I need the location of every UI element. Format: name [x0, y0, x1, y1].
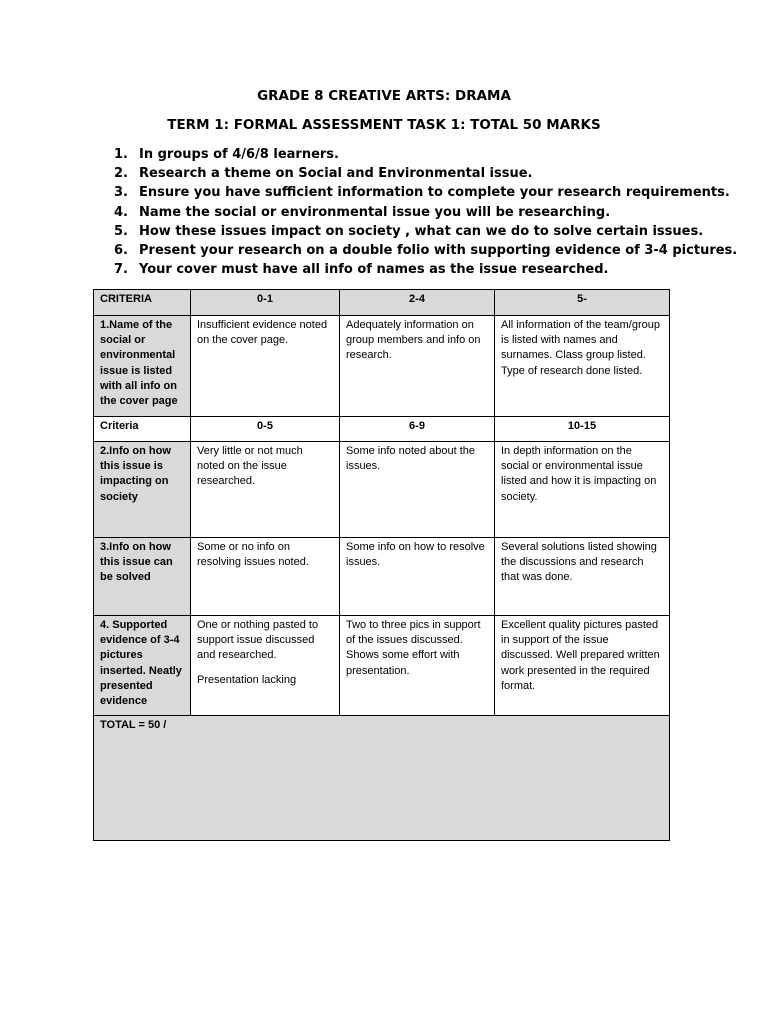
score-band-header: 0-5	[191, 417, 340, 442]
instruction-text: Ensure you have sufficient information to complete your research requirements.	[139, 185, 730, 201]
descriptor-cell	[191, 616, 340, 716]
instruction-number: 3.	[114, 185, 128, 201]
instruction-text: How these issues impact on society , what can we do to solve certain issues.	[139, 223, 704, 239]
descriptor-note: Presentation lacking	[197, 673, 297, 686]
instruction-text: Name the social or environmental issue you will be researching.	[139, 204, 611, 220]
descriptor-cell: In depth information on the social or environmental issue listed and how it is impacting on society.	[495, 442, 670, 538]
instruction-list	[114, 145, 737, 279]
instruction-item	[114, 241, 737, 260]
instruction-item	[114, 203, 737, 222]
descriptor-cell: Some or no info on resolving issues noted.	[191, 538, 340, 616]
score-band-header: 10-15	[495, 417, 670, 442]
instruction-text: In groups of 4/6/8 learners.	[139, 147, 339, 162]
instruction-text: Your cover must have all info of names as the issue researched.	[139, 262, 609, 278]
rubric-table	[93, 289, 670, 841]
instruction-number: 6.	[114, 242, 128, 258]
instruction-text: Research a theme on Social and Environmental issue.	[139, 166, 533, 182]
instruction-number: 2.	[114, 166, 128, 182]
instruction-number: 5.	[114, 223, 128, 239]
instruction-number: 7.	[114, 262, 128, 278]
criteria-cell: 2.Info on how this issue is impacting on society	[94, 442, 191, 538]
instruction-number: 4.	[114, 204, 128, 220]
descriptor-cell: Excellent quality pictures pasted in support of the issue discussed. Well prepared written work presented in the required format.	[495, 616, 670, 716]
descriptor-cell: Some info noted about the issues.	[340, 442, 495, 538]
descriptor-cell: All information of the team/group is listed with names and surnames. Class group listed. Type of research done listed.	[495, 316, 670, 417]
rubric-header-row	[94, 417, 670, 442]
descriptor-cell: Several solutions listed showing the discussions and research that was done.	[495, 538, 670, 616]
instruction-item	[114, 183, 737, 202]
table-row	[94, 442, 670, 538]
table-row	[94, 538, 670, 616]
score-band-header: 0-1	[191, 290, 340, 316]
criteria-cell: 3.Info on how this issue can be solved	[94, 538, 191, 616]
instruction-item	[114, 260, 737, 279]
instruction-text: Present your research on a double folio with supporting evidence of 3-4 pictures.	[139, 242, 738, 258]
score-band-header: 5-	[495, 290, 670, 316]
table-row	[94, 616, 670, 716]
rubric-header-row	[94, 290, 670, 316]
score-band-header: 2-4	[340, 290, 495, 316]
instruction-item	[114, 164, 737, 183]
descriptor-cell: Insufficient evidence noted on the cover page.	[191, 316, 340, 417]
criteria-header: Criteria	[94, 417, 191, 442]
descriptor-cell: Very little or not much noted on the issue researched.	[191, 442, 340, 538]
page-title: GRADE 8 CREATIVE ARTS: DRAMA	[257, 88, 511, 104]
total-cell: TOTAL = 50 /	[94, 716, 670, 841]
criteria-cell: 4. Supported evidence of 3-4 pictures inserted. Neatly presented evidence	[94, 616, 191, 716]
instruction-item	[114, 222, 737, 241]
criteria-header: CRITERIA	[94, 290, 191, 316]
descriptor-text: One or nothing pasted to support issue discussed and researched.	[197, 619, 319, 662]
table-row	[94, 316, 670, 417]
page-subtitle: TERM 1: FORMAL ASSESSMENT TASK 1: TOTAL 50 MARKS	[167, 117, 601, 133]
instruction-number: 1.	[114, 147, 128, 162]
criteria-cell: 1.Name of the social or environmental issue is listed with all info on the cover page	[94, 316, 191, 417]
total-row	[94, 716, 670, 841]
descriptor-cell: Two to three pics in support of the issues discussed. Shows some effort with presentation.	[340, 616, 495, 716]
score-band-header: 6-9	[340, 417, 495, 442]
descriptor-cell: Some info on how to resolve issues.	[340, 538, 495, 616]
descriptor-cell: Adequately information on group members and info on research.	[340, 316, 495, 417]
instruction-item	[114, 145, 737, 164]
